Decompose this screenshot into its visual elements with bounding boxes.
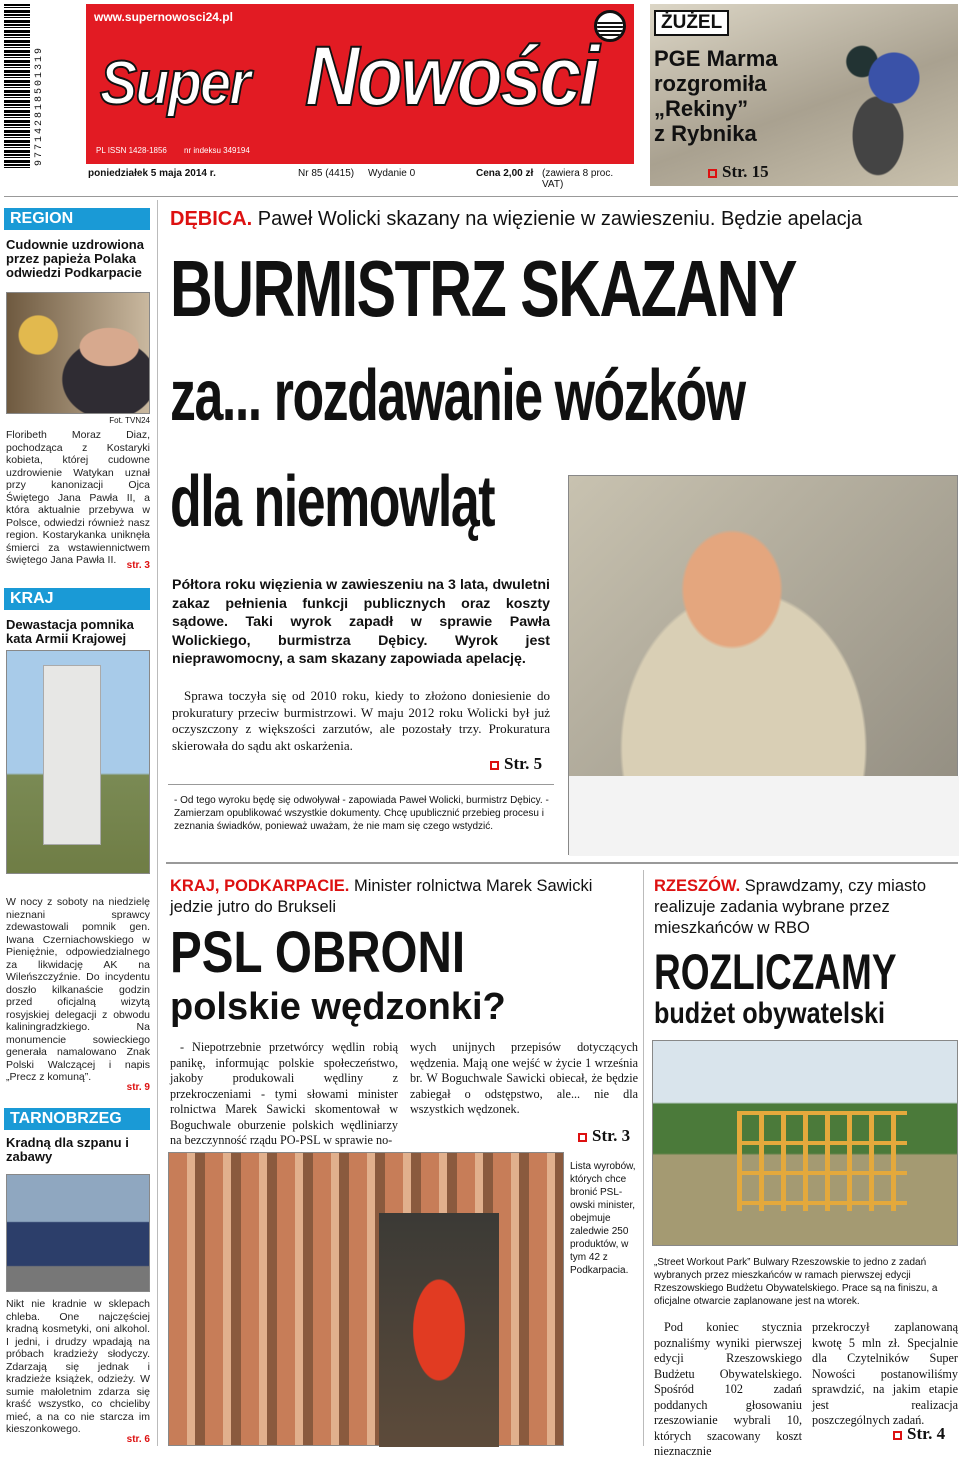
issue-vat: (zawiera 8 proc. VAT)	[542, 168, 614, 190]
barcode-digits: 977142818501319	[34, 45, 45, 166]
lead-photo	[568, 475, 958, 855]
lead-caption-rule	[168, 784, 554, 785]
kraj-photo	[6, 650, 150, 874]
worker-shape	[379, 1213, 499, 1447]
mid-divider	[166, 862, 958, 864]
sidebar	[4, 204, 152, 1450]
masthead-title-super: Super	[100, 49, 250, 118]
rzeszow-col-1: Pod koniec stycznia poznaliśmy wyniki pierwszej edycji Rzeszowskiego Budżetu Obywatelskiego. Spośród 102 zadań poddanych głosowaniu rzeszowianie wybrali 10, których szacowany koszt nieznacznie	[654, 1320, 802, 1458]
psl-kicker-place: KRAJ, PODKARPACIE.	[170, 877, 350, 895]
ref-box-icon	[578, 1133, 587, 1142]
rzeszow-kicker-place: RZESZÓW.	[654, 877, 741, 895]
teaser-headline	[654, 46, 778, 146]
tag-tarnobrzeg[interactable]: TARNOBRZEG	[4, 1108, 150, 1130]
region-credit: Fot. TVN24	[109, 416, 150, 425]
tag-region[interactable]: REGION	[4, 208, 150, 230]
psl-kicker[interactable]	[170, 876, 632, 918]
lead-deck: Półtora roku więzienia w zawieszeniu na 3 lata, dwuletni zakaz pełnienia funkcji publicznych oraz koszty sądowe. Taki wyrok zapadł w sprawie Pawła Wolickiego, burmistrza Dębicy. Wyrok jest nieprawomocny, a sam skazany zapowiada apelację.	[172, 577, 550, 667]
teaser-box[interactable]	[650, 4, 958, 186]
masthead-banner	[86, 4, 634, 164]
tarnobrzeg-ref[interactable]: str. 6	[126, 1434, 150, 1445]
tarnobrzeg-body: Nikt nie kradnie w sklepach chleba. One najczęściej kradną kosmetyki, oni alkohol. I jedni, i drudzy wpadają na próbach kradzieży słodyczy. Zdarzają się jednak i kradzieże książek, odzieży. W sumie małoletnim zdarza się kraść wszystko, co chcieliby mieć, a na co nie starcza im kieszonkowego.	[6, 1298, 150, 1435]
masthead-logo	[100, 26, 620, 136]
lead-kicker-place: DĘBICA.	[170, 208, 253, 230]
psl-kicker-text: Minister rolnictwa Marek Sawicki jedzie jutro do Brukseli	[170, 877, 593, 916]
rzeszow-kicker-text: Sprawdzamy, czy miasto realizuje zadania wybrane przez mieszkańców w RBO	[654, 877, 927, 937]
masthead-title-nowosci: Nowości	[305, 29, 597, 123]
issue-number: Nr 85 (4415)	[298, 168, 355, 179]
teaser-photo	[798, 12, 958, 177]
workout-frame	[737, 1111, 907, 1211]
psl-photo	[168, 1152, 564, 1446]
psl-ref[interactable]	[578, 1126, 630, 1146]
ref-box-icon	[708, 169, 717, 178]
masthead-index: nr indeksu 349194	[184, 146, 250, 155]
lead-head-1[interactable]: BURMISTRZ SKAZANY	[170, 244, 797, 333]
lead-body: Sprawa toczyła się od 2010 roku, kiedy to złożono doniesienie do prokuratury przeciw burmistrzowi. W maju 2012 roku Wolicki był już oczyszczony z większości zarzutów, ale pozostały trzy. Prokuratura skierowała do sądu akt oskarżenia.	[172, 688, 550, 753]
teaser-line-3: „Rekiny”	[654, 96, 749, 121]
rzeszow-head-1[interactable]: ROZLICZAMY	[654, 944, 897, 1000]
lead-kicker[interactable]	[170, 208, 960, 231]
ref-box-icon	[490, 761, 499, 770]
lead-head-3[interactable]: dla niemowląt	[170, 462, 495, 542]
psl-head-2[interactable]: polskie wędzonki?	[170, 986, 506, 1028]
region-body: Floribeth Moraz Diaz, pochodząca z Kostaryki kobieta, której cudowne uzdrowienie Watykan uznał przy kanonizacji Ojca Świętego Jana Pawła II, a która aktualnie przebywa w Polsce, odwiedzi również nasz region. Kostarykanka uniknęła śmierci za wstawiennictwem świętego Jana Pawła II.	[6, 429, 150, 566]
lead-head-2[interactable]: za... rozdawanie wózków	[170, 356, 745, 436]
ref-box-icon	[893, 1431, 902, 1440]
issue-price: Cena 2,00 zł	[476, 168, 534, 179]
barcode	[4, 4, 30, 169]
teaser-line-2: rozgromiła	[654, 71, 767, 96]
teaser-ref	[708, 162, 769, 182]
rzeszow-ref[interactable]	[893, 1424, 945, 1444]
region-ref[interactable]: str. 3	[126, 560, 150, 571]
rzeszow-ref-text: Str. 4	[907, 1424, 946, 1443]
psl-caption: Lista wyrobów, których chce bronić PSL-owski minister, obejmuje zaledwie 250 produktów, w tym 42 z Podkarpacia.	[570, 1161, 636, 1276]
lead-ref-text: Str. 5	[504, 754, 543, 773]
tag-kraj[interactable]: KRAJ	[4, 588, 150, 610]
rzeszow-head-2[interactable]: budżet obywatelski	[654, 997, 886, 1030]
rzeszow-caption: „Street Workout Park” Bulwary Rzeszowskie to jedno z zadań wybranych przez mieszkańców w ramach pierwszej edycji Rzeszowskiego Budżetu Obywatelskiego. Prace są na finiszu, a oficjalne otwarcie zaplanowane jest na wtorek.	[654, 1257, 938, 1307]
masthead-url[interactable]: www.supernowosci24.pl	[94, 10, 233, 24]
psl-ref-text: Str. 3	[592, 1126, 631, 1145]
region-photo	[6, 292, 150, 414]
rzeszow-kicker[interactable]	[654, 876, 958, 939]
monument-shape	[43, 665, 101, 845]
tarnobrzeg-photo	[6, 1174, 150, 1292]
teaser-line-1: PGE Marma	[654, 46, 778, 71]
masthead-info-row	[88, 168, 636, 190]
psl-col-1: - Niepotrzebnie przetwórcy wędlin robią panikę, informując polskie społeczeństwo, jakoby produkowali wędliny z przekroczeniami - tymi słowami minister rolnictwa Marek Sawicki skomentował w Boguchwale oburzenie polskich wędliniarzy na bezczynność rządu PO-PSL w sprawie no-	[170, 1040, 398, 1147]
tarnobrzeg-headline[interactable]: Kradną dla szpanu i zabawy	[6, 1135, 129, 1164]
issue-date: poniedziałek 5 maja 2014 r.	[88, 168, 216, 179]
masthead-issn: PL ISSN 1428-1856	[96, 146, 167, 155]
column-divider	[643, 870, 644, 1446]
teaser-line-4: z Rybnika	[654, 121, 757, 146]
kraj-body: W nocy z soboty na niedzielę nieznani sprawcy zdewastowali pomnik gen. Iwana Czerniachowskiego w Pieniężnie, odpowiedzialnego za likwidację AK na Wileńszczyźnie. Do incydentu doszło kilkanaście godzin przed oficjalną wizytą rosyjskiej delegacji z obwodu kaliningradzkiego. Na monumencie sowieckiego generała namalowano Znak Polski Walczącej i napis „Precz z komuną”.	[6, 896, 150, 1083]
lead-caption: - Od tego wyroku będę się odwoływał - zapowiada Paweł Wolicki, burmistrz Dębicy. - Zamierzam opublikować wszystkie dokumenty. Chcę upublicznić przebieg procesu i zeznania świadków, ponieważ uważam, że nie mam się czego wstydzić.	[174, 795, 549, 832]
masthead-divider	[4, 196, 958, 197]
lead-ref[interactable]	[490, 754, 542, 774]
teaser-tag: ŻUŻEL	[654, 10, 729, 36]
kraj-ref[interactable]: str. 9	[126, 1082, 150, 1093]
desk-shape	[569, 776, 959, 856]
psl-col-2: wych unijnych przepisów dotyczących wędzenia. Mają one wejść w życie 1 września br. W Boguchwale Sawicki obiecał, że będzie zabiegał o odstępstwo, ale... nie dla wszystkich wędzonek.	[410, 1040, 638, 1116]
lead-kicker-text: Paweł Wolicki skazany na więzienie w zawieszeniu. Będzie apelacja	[257, 208, 863, 230]
sidebar-divider	[157, 200, 158, 1446]
rzeszow-col-2: przekroczył zaplanowaną kwotę 5 mln zł. Specjalnie dla Czytelników Super Nowości postanowiliśmy sprawdzić, na jakim etapie jest realizacja poszczególnych zadań.	[812, 1320, 958, 1427]
teaser-ref-text: Str. 15	[722, 162, 769, 181]
psl-head-1[interactable]: PSL OBRONI	[170, 920, 466, 985]
issue-edition: Wydanie 0	[368, 168, 416, 179]
region-headline[interactable]: Cudownie uzdrowiona przez papieża Polaka odwiedzi Podkarpacie	[6, 237, 144, 280]
rzeszow-photo	[652, 1040, 958, 1246]
kraj-headline[interactable]: Dewastacja pomnika kata Armii Krajowej	[6, 617, 134, 646]
